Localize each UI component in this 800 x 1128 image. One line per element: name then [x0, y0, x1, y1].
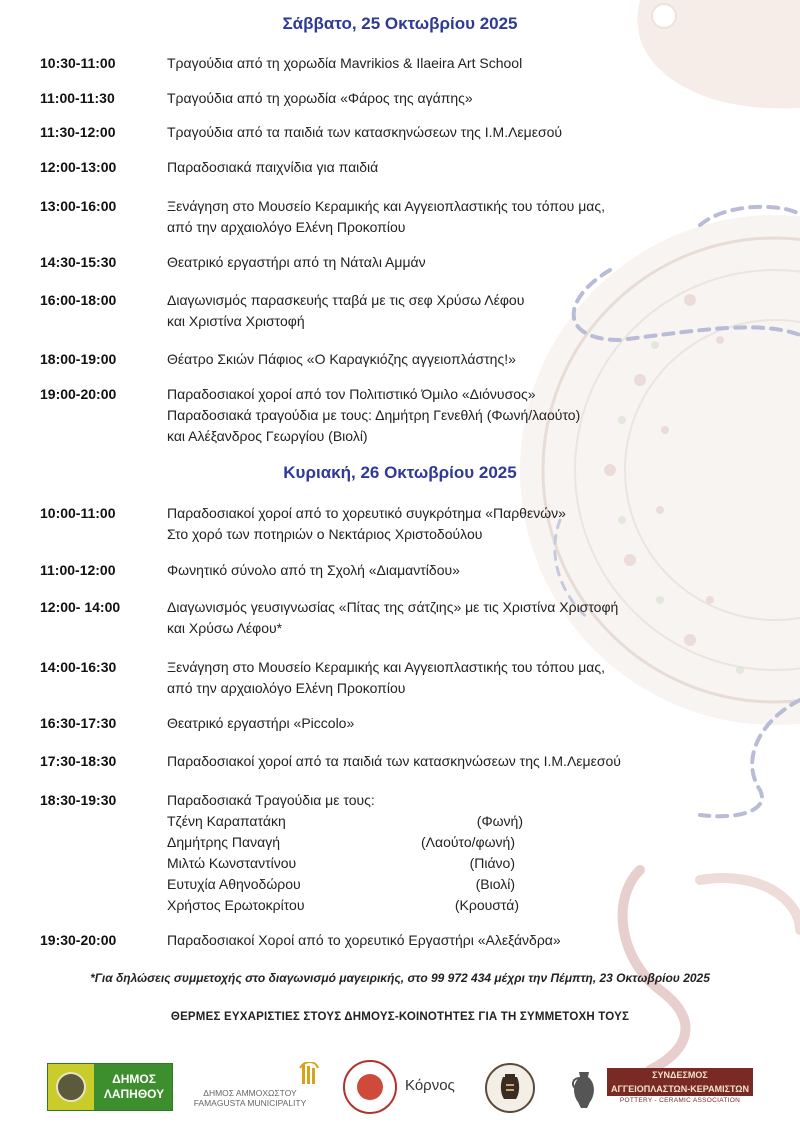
performer-row: [167, 874, 527, 895]
event-time: 10:30-11:00: [40, 55, 116, 71]
event-desc: Διαγωνισμός γευσιγνωσίας «Πίτας της σάτζιης» με τις Χριστίνα Χριστοφή: [167, 599, 619, 615]
performer-row: [167, 811, 527, 832]
event-desc: και Χριστίνα Χριστοφή: [167, 313, 305, 329]
event-desc: Θέατρο Σκιών Πάφιος «Ο Καραγκιόζης αγγειοπλάστης!»: [167, 351, 516, 367]
event-time: 10:00-11:00: [40, 505, 116, 521]
famagusta-logo-english: FAMAGUSTA MUNICIPALITY: [193, 1098, 307, 1108]
event-desc: Παραδοσιακά παιχνίδια για παιδιά: [167, 159, 379, 175]
event-desc: Παραδοσιακοί χοροί από το χορευτικό συγκρότημα «Παρθενών»: [167, 505, 566, 521]
event-desc: Στο χορό των ποτηριών ο Νεκτάριος Χριστοδούλου: [167, 526, 483, 542]
lapithos-seal-icon: [48, 1064, 94, 1110]
event-desc: Παραδοσιακοί χοροί από τον Πολιτιστικό Όμιλο «Διόνυσος»: [167, 386, 536, 402]
famagusta-logo-greek: ΔΗΜΟΣ ΑΜΜΟΧΩΣΤΟΥ: [203, 1088, 297, 1098]
event-desc: Φωνητικό σύνολο από τη Σχολή «Διαμαντίδου»: [167, 562, 460, 578]
performer-name: Ευτυχία Αθηνοδώρου: [167, 876, 301, 892]
performer-role: (Φωνή): [476, 813, 523, 829]
event-desc: και Χρύσω Λέφου*: [167, 620, 283, 636]
kornos-logo: [343, 1060, 463, 1114]
thanks-text: ΘΕΡΜΕΣ ΕΥΧΑΡΙΣΤΙΕΣ ΣΤΟΥΣ ΔΗΜΟΥΣ-ΚΟΙΝΟΤΗΤΕΣ ΓΙΑ ΤΗ ΣΥΜΜΕΤΟΧΗ ΤΟΥΣ: [170, 1011, 630, 1023]
event-time: 11:00-11:30: [40, 90, 115, 106]
event-desc: Τραγούδια από τη χορωδία Mavrikios & Ilaeira Art School: [167, 55, 523, 71]
famagusta-logo: [190, 1062, 320, 1112]
event-time: 18:30-19:30: [40, 792, 117, 808]
footnote: *Για δηλώσεις συμμετοχής στο διαγωνισμό μαγειρικής, στο 99 972 434 μέχρι την Πέμπτη, 23 Οκτωβρίου 2025: [90, 971, 710, 985]
museum-logo-icon: [485, 1063, 535, 1113]
performer-row: [167, 853, 527, 874]
event-desc: και Αλέξανδρος Γεωργίου (Βιολί): [167, 428, 368, 444]
event-desc: Τραγούδια από τη χορωδία «Φάρος της αγάπης»: [167, 90, 473, 106]
event-desc: Ξενάγηση στο Μουσείο Κεραμικής και Αγγειοπλαστικής του τόπου μας,: [167, 198, 605, 214]
event-time: 19:30-20:00: [40, 932, 117, 948]
performer-name: Μιλτώ Κωνσταντίνου: [167, 855, 297, 871]
event-time: 12:00- 14:00: [40, 599, 121, 615]
event-desc: Παραδοσιακά τραγούδια με τους: Δημήτρη Γενεθλή (Φωνή/λαούτο): [167, 407, 581, 423]
performer-row: [167, 832, 527, 853]
performer-role: (Κρουστά): [454, 897, 519, 913]
event-desc: Διαγωνισμός παρασκευής τταβά με τις σεφ Χρύσω Λέφου: [167, 292, 525, 308]
lapithos-logo-text: ΔΗΜΟΣ ΛΑΠΗΘΟΥ: [103, 1072, 165, 1101]
event-desc: Παραδοσιακά Τραγούδια με τους:: [167, 792, 375, 808]
performer-role: (Πιάνο): [469, 855, 515, 871]
performer-name: Χρήστος Ερωτοκρίτου: [167, 897, 305, 913]
event-time: 19:00-20:00: [40, 386, 117, 402]
event-desc: από την αρχαιολόγο Ελένη Προκοπίου: [167, 680, 406, 696]
event-desc: Ξενάγηση στο Μουσείο Κεραμικής και Αγγειοπλαστικής του τόπου μας,: [167, 659, 605, 675]
event-desc: Θεατρικό εργαστήρι «Piccolo»: [167, 715, 355, 731]
event-time: 16:00-18:00: [40, 292, 117, 308]
pottery-association-logo: [565, 1068, 755, 1112]
event-time: 11:00-12:00: [40, 562, 116, 578]
pottery-logo-english: POTTERY - CERAMIC ASSOCIATION: [619, 1097, 741, 1104]
event-desc: Τραγούδια από τα παιδιά των κατασκηνώσεων της Ι.Μ.Λεμεσού: [167, 124, 563, 140]
saturday-title: Σάββατο, 25 Οκτωβρίου 2025: [282, 14, 518, 33]
event-time: 13:00-16:00: [40, 198, 117, 214]
event-time: 14:00-16:30: [40, 659, 117, 675]
event-time: 11:30-12:00: [40, 124, 116, 140]
performer-row: [167, 895, 527, 916]
performer-role: (Λαούτο/φωνή): [420, 834, 515, 850]
pottery-logo-line1: ΣΥΝΔΕΣΜΟΣ: [652, 1070, 708, 1080]
event-desc: Παραδοσιακοί χοροί από τα παιδιά των κατασκηνώσεων της Ι.Μ.Λεμεσού: [167, 753, 621, 769]
kornos-logo-text: Κόρνος: [405, 1077, 455, 1094]
event-desc: Θεατρικό εργαστήρι από τη Νάταλι Αμμάν: [167, 254, 426, 270]
famagusta-emblem-icon: [190, 1062, 320, 1088]
kornos-badge-icon: [343, 1060, 397, 1114]
performer-name: Δημήτρης Παναγή: [167, 834, 280, 850]
pottery-logo-line2: ΑΓΓΕΙΟΠΛΑΣΤΩΝ-ΚΕΡΑΜΙΣΤΩΝ: [610, 1084, 750, 1094]
event-time: 14:30-15:30: [40, 254, 117, 270]
event-time: 16:30-17:30: [40, 715, 117, 731]
sunday-title: Κυριακή, 26 Οκτωβρίου 2025: [283, 463, 517, 482]
lapithos-logo: [47, 1063, 173, 1111]
event-time: 12:00-13:00: [40, 159, 117, 175]
event-desc: Παραδοσιακοί Χοροί από το χορευτικό Εργαστήρι «Αλεξάνδρα»: [167, 932, 561, 948]
event-desc: από την αρχαιολόγο Ελένη Προκοπίου: [167, 219, 406, 235]
performer-name: Τζένη Καραπατάκη: [167, 813, 286, 829]
event-time: 18:00-19:00: [40, 351, 117, 367]
event-time: 17:30-18:30: [40, 753, 117, 769]
performer-role: (Βιολί): [475, 876, 515, 892]
amphora-icon: [565, 1068, 605, 1112]
